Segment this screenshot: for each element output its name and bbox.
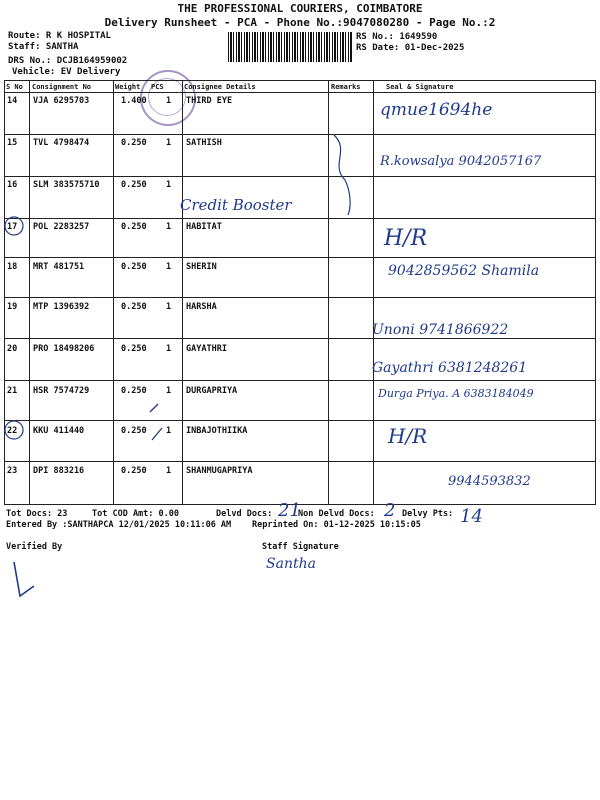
row-consignment: POL 2283257 [33, 222, 90, 232]
row-signature: Gayathri 6381248261 [372, 360, 528, 376]
col-header-sno: S No [6, 83, 23, 91]
row-sno: 23 [7, 466, 18, 476]
row-consignment: MRT 481751 [33, 262, 85, 272]
row-weight: 0.250 [121, 344, 147, 354]
row-consignment: KKU 411440 [33, 426, 85, 436]
row-weight: 0.250 [121, 262, 147, 272]
row-sno: 18 [7, 262, 18, 272]
col-header-consignee: Consignee Details [184, 83, 256, 91]
delvy-pts-value: 14 [460, 506, 483, 527]
row-signature: R.kowsalya 9042057167 [380, 154, 542, 169]
staff-label: Staff: SANTHA [8, 42, 79, 52]
row-sno: 21 [7, 386, 18, 396]
route-label: Route: R K HOSPITAL [8, 31, 111, 41]
col-header-consignment: Consignment No [32, 83, 92, 91]
row-consignee: SATHISH [186, 138, 222, 148]
row-signature: 9042859562 Shamila [388, 263, 540, 279]
row-pcs: 1 [166, 302, 172, 312]
col-header-weight: Weight [115, 83, 141, 91]
row-consignment: DPI 883216 [33, 466, 85, 476]
row-consignment: HSR 7574729 [33, 386, 90, 396]
row-sno: 15 [7, 138, 18, 148]
staff-signature-label: Staff Signature [262, 542, 339, 552]
delvd-docs-label: Delvd Docs: [216, 509, 273, 519]
row-consignee: THIRD EYE [186, 96, 233, 106]
row-pcs: 1 [166, 466, 172, 476]
row-sno: 16 [7, 180, 18, 190]
row-sno: 22 [7, 426, 18, 436]
row-consignee: HARSHA [186, 302, 217, 312]
col-header-pcs: PCS [151, 83, 164, 91]
row-consignment: SLM 383575710 [33, 180, 100, 190]
col-header-seal: Seal & Signature [386, 83, 454, 91]
row-consignment: PRO 18498206 [33, 344, 95, 354]
row-sno: 19 [7, 302, 18, 312]
reprinted-on: Reprinted On: 01-12-2025 10:15:05 [252, 520, 421, 530]
vehicle-label: Vehicle: EV Delivery [12, 67, 121, 77]
row-weight: 1.400 [121, 96, 147, 106]
entered-by: Entered By :SANTHAPCA 12/01/2025 10:11:06 AM [6, 520, 232, 530]
row-consignee: GAYATHRI [186, 344, 227, 354]
tick-mark [150, 404, 158, 412]
delvd-docs-value: 21 [278, 500, 301, 521]
row-pcs: 1 [166, 426, 172, 436]
row-weight: 0.250 [121, 222, 147, 232]
row-weight: 0.250 [121, 180, 147, 190]
verified-signature-mark [14, 562, 34, 596]
credit-booster-annotation: Credit Booster [180, 196, 292, 214]
row-consignment: VJA 6295703 [33, 96, 90, 106]
non-delvd-label: Non Delvd Docs: [298, 509, 375, 519]
row-consignee: DURGAPRIYA [186, 386, 238, 396]
row-signature: 9944593832 [448, 474, 531, 489]
row-weight: 0.250 [121, 386, 147, 396]
row-signature: qmue1694he [380, 100, 493, 120]
row-weight: 0.250 [121, 466, 147, 476]
tot-docs: Tot Docs: 23 [6, 509, 68, 519]
row-circle-mark [5, 217, 23, 235]
row-pcs: 1 [166, 222, 172, 232]
row19-signature: Unoni 9741866922 [372, 322, 509, 338]
row-sno: 20 [7, 344, 18, 354]
tick-mark [152, 428, 162, 440]
tot-cod: Tot COD Amt: 0.00 [92, 509, 179, 519]
row-signature: H/R [388, 424, 428, 448]
row-consignee: SHERIN [186, 262, 217, 272]
drs-label: DRS No.: DCJB164959002 [8, 56, 128, 66]
row-pcs: 1 [166, 138, 172, 148]
col-header-remarks: Remarks [331, 83, 361, 91]
row-consignment: TVL 4798474 [33, 138, 90, 148]
company-title: THE PROFESSIONAL COURIERS, COIMBATORE [177, 2, 423, 15]
row-pcs: 1 [166, 262, 172, 272]
non-delvd-value: 2 [384, 500, 396, 521]
staff-signature: Santha [266, 556, 316, 572]
row-sno: 14 [7, 96, 18, 106]
row-pcs: 1 [166, 180, 172, 190]
row-signature: Durga Priya. A 6383184049 [378, 387, 534, 400]
delvy-pts-label: Delvy Pts: [402, 509, 454, 519]
row-weight: 0.250 [121, 426, 147, 436]
row-signature: H/R [384, 226, 428, 251]
bracket-mark [334, 135, 350, 215]
verified-by-label: Verified By [6, 542, 63, 552]
rs-no-label: RS No.: 1649590 [356, 32, 438, 42]
row-pcs: 1 [166, 96, 172, 106]
row-consignee: INBAJOTHIIKA [186, 426, 248, 436]
row-consignee: HABITAT [186, 222, 222, 232]
row-weight: 0.250 [121, 138, 147, 148]
row-sno: 17 [7, 222, 18, 232]
row-pcs: 1 [166, 386, 172, 396]
row-consignee: SHANMUGAPRIYA [186, 466, 253, 476]
row-weight: 0.250 [121, 302, 147, 312]
row-pcs: 1 [166, 344, 172, 354]
rs-date-label: RS Date: 01-Dec-2025 [356, 43, 465, 53]
row-circle-mark [5, 421, 23, 439]
runsheet-subtitle: Delivery Runsheet - PCA - Phone No.:9047080280 - Page No.:2 [104, 16, 496, 29]
row-consignment: MTP 1396392 [33, 302, 90, 312]
